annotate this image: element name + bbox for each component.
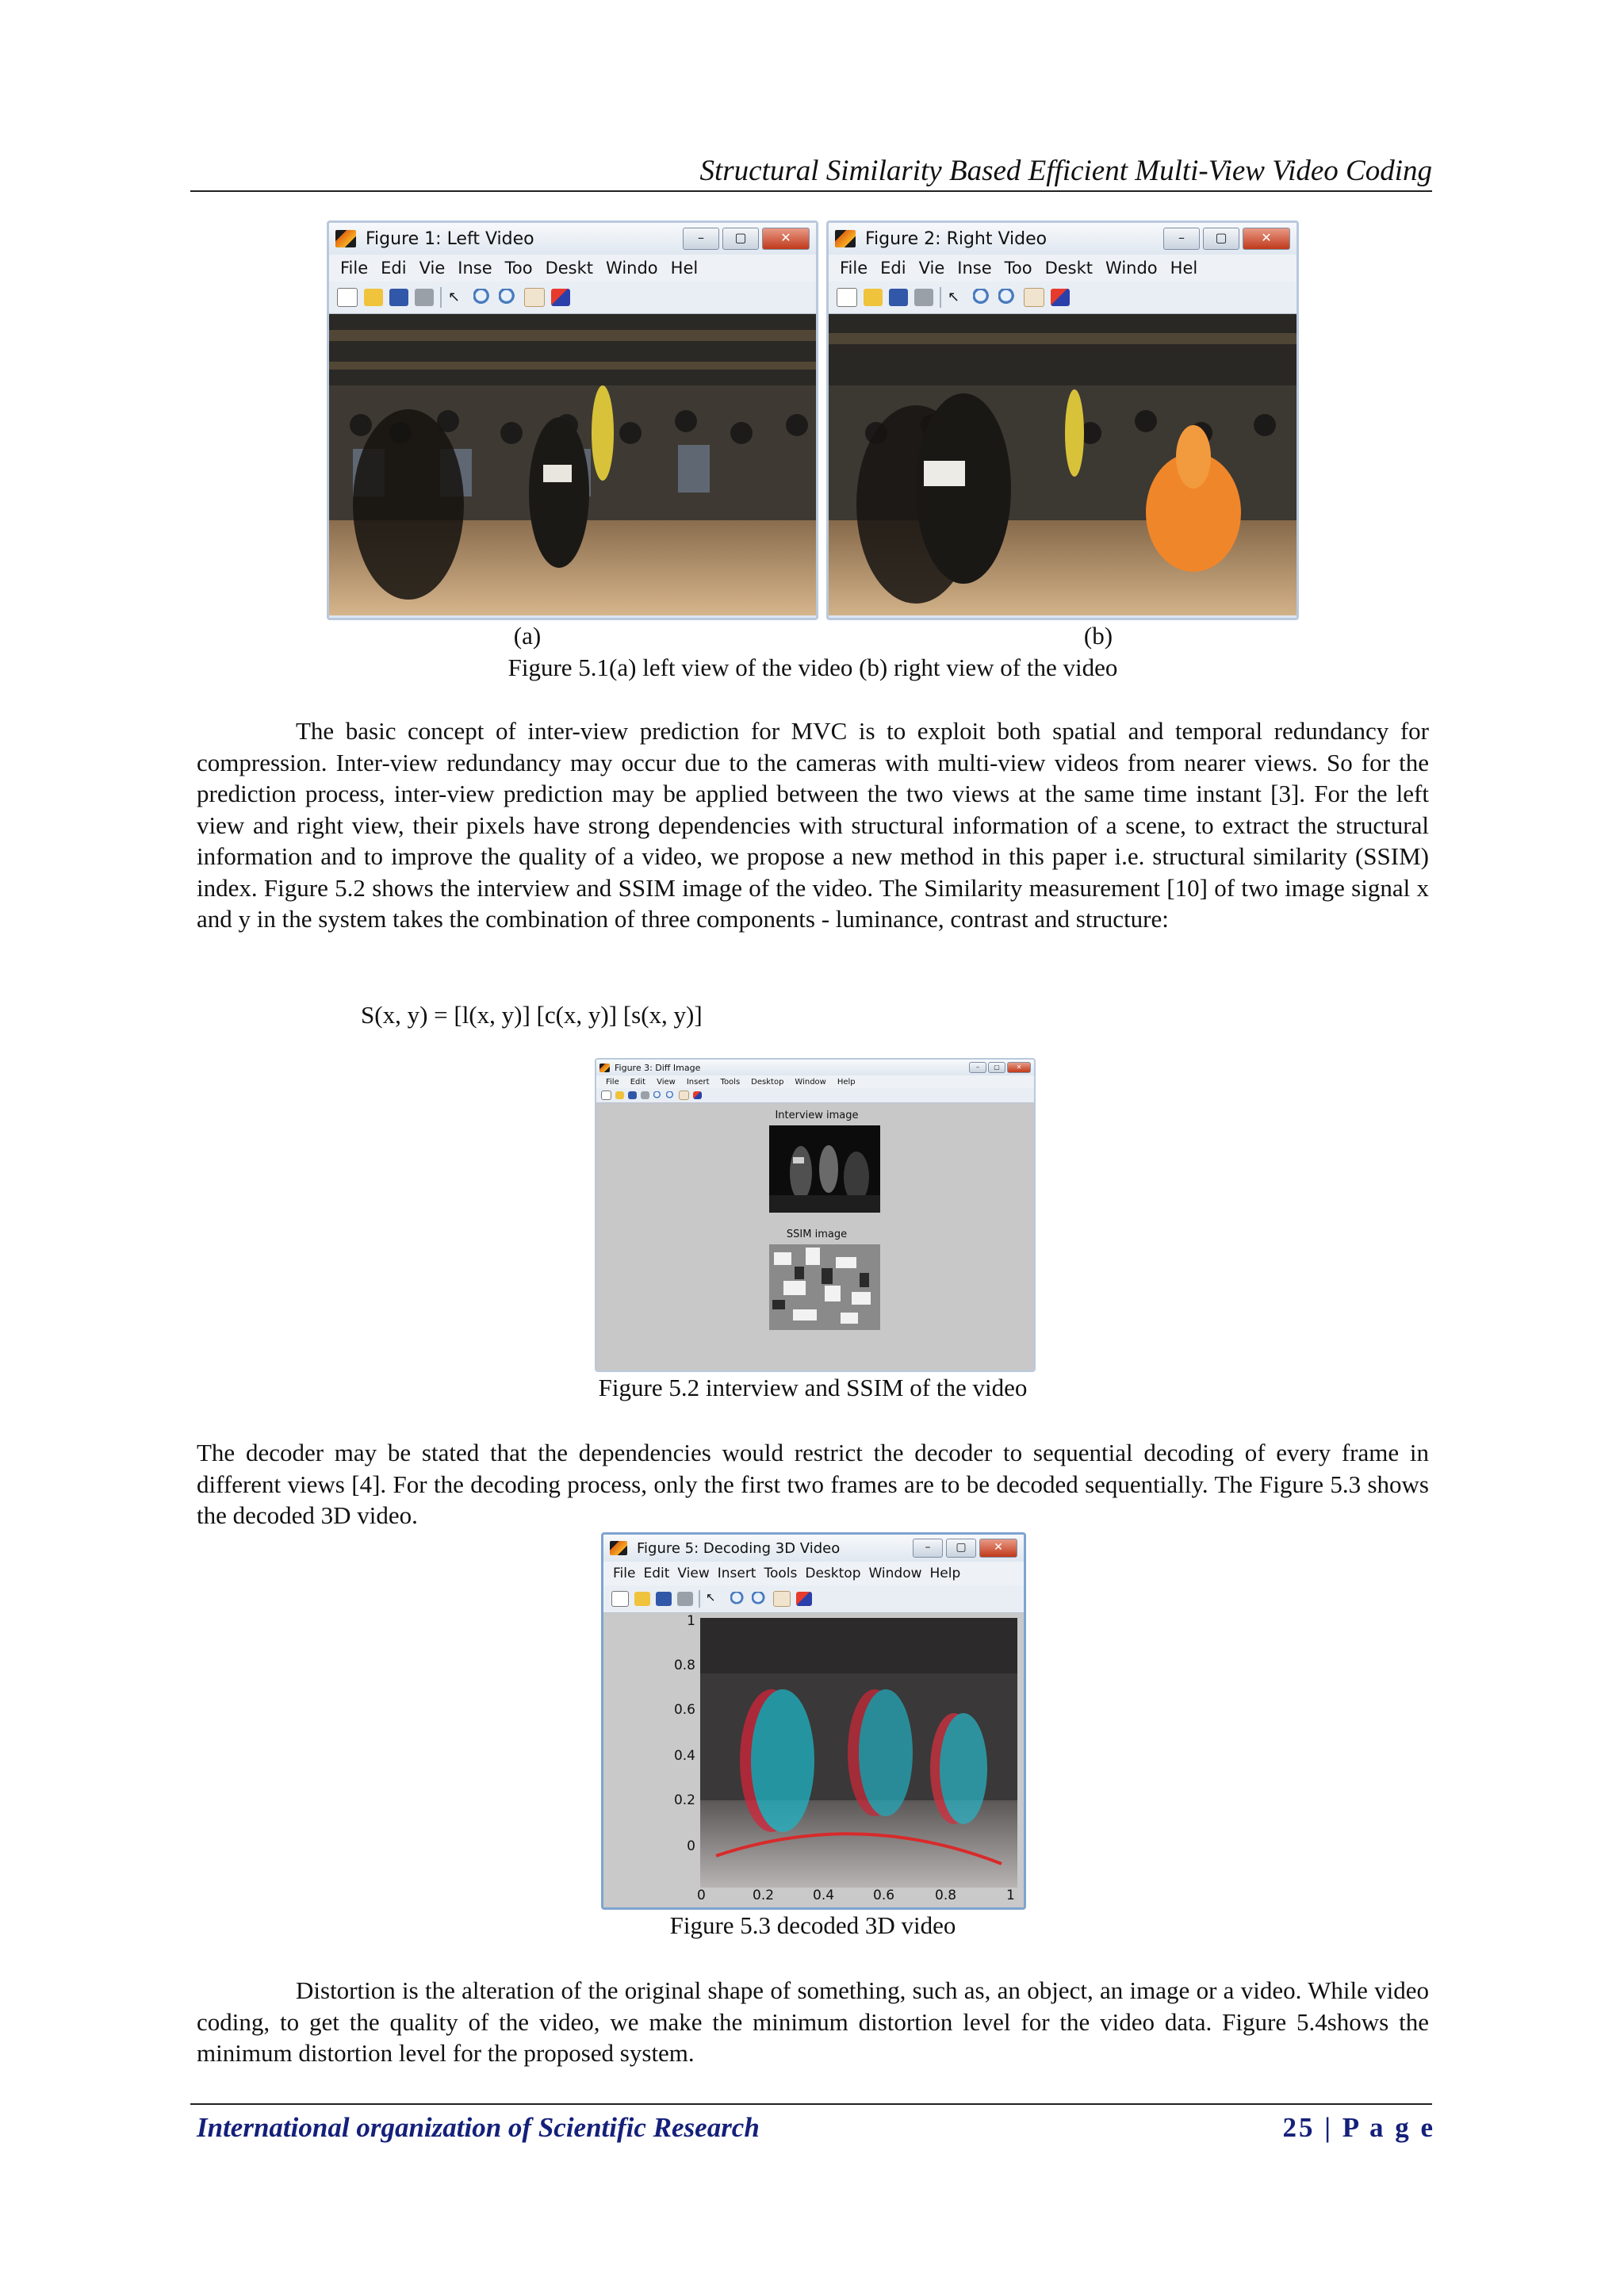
menu-file[interactable]: File [840, 259, 868, 278]
x-tick-0.6: 0.6 [873, 1888, 895, 1903]
x-tick-0.4: 0.4 [813, 1888, 835, 1903]
pointer-icon[interactable]: ↖ [948, 289, 960, 305]
x-tick-0.8: 0.8 [935, 1888, 957, 1903]
interview-image [769, 1125, 880, 1213]
decoding-window-toolbar [603, 1585, 1024, 1613]
menu-insert[interactable]: Inse [957, 259, 992, 278]
menu-window[interactable]: Windo [1105, 259, 1158, 278]
maximize-icon[interactable]: ▢ [946, 1539, 976, 1558]
x-tick-0: 0 [697, 1888, 706, 1903]
matlab-logo-icon [610, 1541, 627, 1555]
toolbar-separator [940, 287, 941, 308]
new-figure-icon[interactable] [611, 1591, 629, 1607]
open-file-icon[interactable] [634, 1592, 650, 1606]
left-window-menubar [329, 255, 816, 282]
new-figure-icon[interactable] [337, 288, 358, 307]
menu-insert[interactable]: Insert [717, 1566, 756, 1581]
menu-view[interactable]: Vie [419, 259, 446, 278]
open-file-icon[interactable] [615, 1091, 624, 1099]
right-window-menubar [829, 255, 1297, 282]
menu-tools[interactable]: Tools [764, 1566, 798, 1581]
open-file-icon[interactable] [364, 289, 383, 306]
close-icon[interactable]: ✕ [1243, 228, 1290, 250]
menu-file[interactable]: File [613, 1566, 636, 1581]
menu-window[interactable]: Window [868, 1566, 922, 1581]
menu-tools[interactable]: Tools [720, 1077, 741, 1087]
minimize-icon[interactable]: – [913, 1539, 943, 1558]
right-window-titlebar [829, 223, 1297, 255]
footer-page-number: 25 | P a g e [1282, 2112, 1435, 2143]
menu-edit[interactable]: Edit [643, 1566, 670, 1581]
menu-view[interactable]: Vie [918, 259, 945, 278]
print-icon[interactable] [677, 1592, 693, 1606]
save-icon[interactable] [628, 1091, 637, 1099]
zoom-out-icon[interactable] [666, 1091, 675, 1099]
x-tick-1: 1 [1006, 1888, 1015, 1903]
zoom-in-icon[interactable] [653, 1091, 662, 1099]
right-video-frame [829, 314, 1297, 615]
figure-5-2-caption: Figure 5.2 interview and SSIM of the video [598, 1374, 1028, 1401]
decoding-figure-canvas [603, 1613, 1024, 1908]
right-window-title: Figure 2: Right Video [865, 228, 1048, 249]
y-tick-0.8: 0.8 [673, 1658, 695, 1673]
left-video-frame [329, 314, 816, 615]
pan-hand-icon[interactable] [524, 288, 545, 307]
footer-organization: International organization of Scientific Research [197, 2112, 760, 2143]
matlab-logo-icon [835, 230, 856, 247]
toolbar-separator [699, 1590, 700, 1608]
menu-window[interactable]: Window [795, 1077, 826, 1087]
anaglyph-3d-image [700, 1618, 1017, 1888]
y-tick-0.6: 0.6 [673, 1702, 695, 1718]
open-file-icon[interactable] [864, 289, 883, 306]
header-rule [190, 190, 1432, 192]
data-brush-icon[interactable] [693, 1091, 702, 1099]
close-icon[interactable]: ✕ [979, 1539, 1017, 1558]
save-icon[interactable] [389, 289, 408, 306]
maximize-icon[interactable]: ▢ [722, 228, 759, 250]
ssim-image [769, 1244, 880, 1330]
maximize-icon[interactable]: ▢ [1203, 228, 1239, 250]
diff-figure-canvas [596, 1103, 1034, 1371]
zoom-out-icon[interactable] [499, 289, 518, 306]
ssim-image-label: SSIM image [786, 1228, 848, 1240]
minimize-icon[interactable]: – [683, 228, 719, 250]
menu-help[interactable]: Hel [1170, 259, 1198, 278]
decoding-window-title: Figure 5: Decoding 3D Video [637, 1539, 841, 1557]
y-tick-0.4: 0.4 [673, 1748, 695, 1764]
interview-image-label: Interview image [775, 1110, 859, 1121]
menu-insert[interactable]: Insert [686, 1077, 710, 1087]
footer-rule [190, 2103, 1432, 2105]
print-icon[interactable] [914, 289, 933, 306]
diff-window-title: Figure 3: Diff Image [615, 1062, 701, 1073]
pan-hand-icon[interactable] [773, 1591, 791, 1607]
diff-window-menubar [596, 1075, 1034, 1088]
left-window-title: Figure 1: Left Video [366, 228, 534, 249]
menu-desktop[interactable]: Desktop [805, 1566, 861, 1581]
menu-file[interactable]: File [340, 259, 369, 278]
menu-file[interactable]: File [606, 1077, 619, 1087]
menu-insert[interactable]: Inse [458, 259, 492, 278]
decoding-3d-window [601, 1532, 1026, 1910]
pan-hand-icon[interactable] [679, 1091, 689, 1100]
maximize-icon[interactable]: ▢ [988, 1062, 1005, 1073]
y-tick-0.2: 0.2 [673, 1792, 695, 1808]
left-video-window [327, 220, 818, 620]
data-brush-icon[interactable] [796, 1592, 812, 1606]
right-video-image [829, 314, 1297, 615]
menu-tools[interactable]: Too [1004, 259, 1032, 278]
ssim-equation: S(x, y) = [l(x, y)] [c(x, y)] [s(x, y)] [361, 1001, 703, 1029]
figure-5-1-sublabel-a: (a) [513, 622, 542, 650]
menu-edit[interactable]: Edi [381, 259, 407, 278]
right-window-toolbar [829, 282, 1297, 314]
close-icon[interactable]: ✕ [762, 228, 810, 250]
minimize-icon[interactable]: – [969, 1062, 986, 1073]
pointer-icon[interactable]: ↖ [448, 289, 461, 305]
matlab-logo-icon [599, 1064, 610, 1072]
new-figure-icon[interactable] [601, 1091, 611, 1100]
running-head: Structural Similarity Based Efficient Multi-View Video Coding [699, 155, 1432, 187]
menu-desktop[interactable]: Desktop [751, 1077, 784, 1087]
new-figure-icon[interactable] [837, 288, 857, 307]
menu-edit[interactable]: Edit [630, 1077, 646, 1087]
pointer-icon[interactable]: ↖ [706, 1590, 716, 1604]
paragraph-1: The basic concept of inter-view prediction for MVC is to exploit both spatial and temporal redundancy for compression. Inter-view redundancy may occur due to the cameras with multi-view videos from nearer views. So for the prediction process, inter-view prediction may be applied between the two views at the same time instant [3]. For the left view and right view, their pixels have strong dependencies with structural information of a scene, to extract the structural information and to improve the quality of a video, we propose a new method in this paper i.e. structural similarity (SSIM) index. Figure 5.2 shows the interview and SSIM image of the video. The Similarity measurement [10] of two image signal x and y in the system takes the combination of three components - luminance, contrast and structure: [197, 717, 1429, 933]
minimize-icon[interactable]: – [1163, 228, 1200, 250]
decoding-window-menubar [603, 1562, 1024, 1585]
menu-window[interactable]: Windo [606, 259, 658, 278]
menu-view[interactable]: View [677, 1566, 710, 1581]
paragraph-3: Distortion is the alteration of the original shape of something, such as, an object, an image or a video. While video coding, to get the quality of the video, we make the minimum distortion level for the video data. Figure 5.4shows the minimum distortion level for the proposed system. [197, 1976, 1429, 2067]
y-tick-1: 1 [687, 1613, 695, 1629]
zoom-in-icon[interactable] [473, 289, 492, 306]
menu-view[interactable]: View [657, 1077, 676, 1087]
figure-5-3-caption: Figure 5.3 decoded 3D video [669, 1911, 956, 1939]
save-icon[interactable] [656, 1592, 672, 1606]
menu-help[interactable]: Help [929, 1566, 961, 1581]
y-tick-0: 0 [687, 1838, 695, 1854]
menu-help[interactable]: Help [837, 1077, 856, 1087]
x-tick-0.2: 0.2 [753, 1888, 775, 1903]
pan-hand-icon[interactable] [1024, 288, 1044, 307]
left-window-toolbar [329, 282, 816, 314]
paragraph-2: The decoder may be stated that the dependencies would restrict the decoder to sequential decoding of every frame in different views [4]. For the decoding process, only the first two frames are to be decoded sequentially. The Figure 5.3 shows the decoded 3D video. [197, 1439, 1429, 1529]
matlab-logo-icon [335, 230, 356, 247]
menu-edit[interactable]: Edi [880, 259, 906, 278]
decoding-window-titlebar [603, 1535, 1024, 1562]
diff-window-toolbar [596, 1088, 1034, 1103]
figure-5-1-caption: Figure 5.1(a) left view of the video (b) right view of the video [508, 654, 1118, 681]
diff-window-titlebar [596, 1060, 1034, 1075]
data-brush-icon[interactable] [551, 289, 570, 306]
left-window-titlebar [329, 223, 816, 255]
right-video-window [826, 220, 1299, 620]
print-icon[interactable] [415, 289, 434, 306]
zoom-in-icon[interactable] [973, 289, 992, 306]
close-icon[interactable]: ✕ [1007, 1062, 1031, 1073]
menu-tools[interactable]: Too [504, 259, 533, 278]
left-video-image [329, 314, 816, 615]
zoom-out-icon[interactable] [752, 1592, 768, 1606]
menu-help[interactable]: Hel [670, 259, 699, 278]
menu-desktop[interactable]: Deskt [545, 259, 594, 278]
zoom-in-icon[interactable] [730, 1592, 746, 1606]
toolbar-separator [440, 287, 442, 308]
diff-image-window [595, 1058, 1036, 1372]
figure-5-1-sublabel-b: (b) [1083, 622, 1113, 650]
menu-desktop[interactable]: Deskt [1044, 259, 1094, 278]
data-brush-icon[interactable] [1051, 289, 1070, 306]
zoom-out-icon[interactable] [998, 289, 1017, 306]
print-icon[interactable] [641, 1091, 649, 1099]
save-icon[interactable] [889, 289, 908, 306]
